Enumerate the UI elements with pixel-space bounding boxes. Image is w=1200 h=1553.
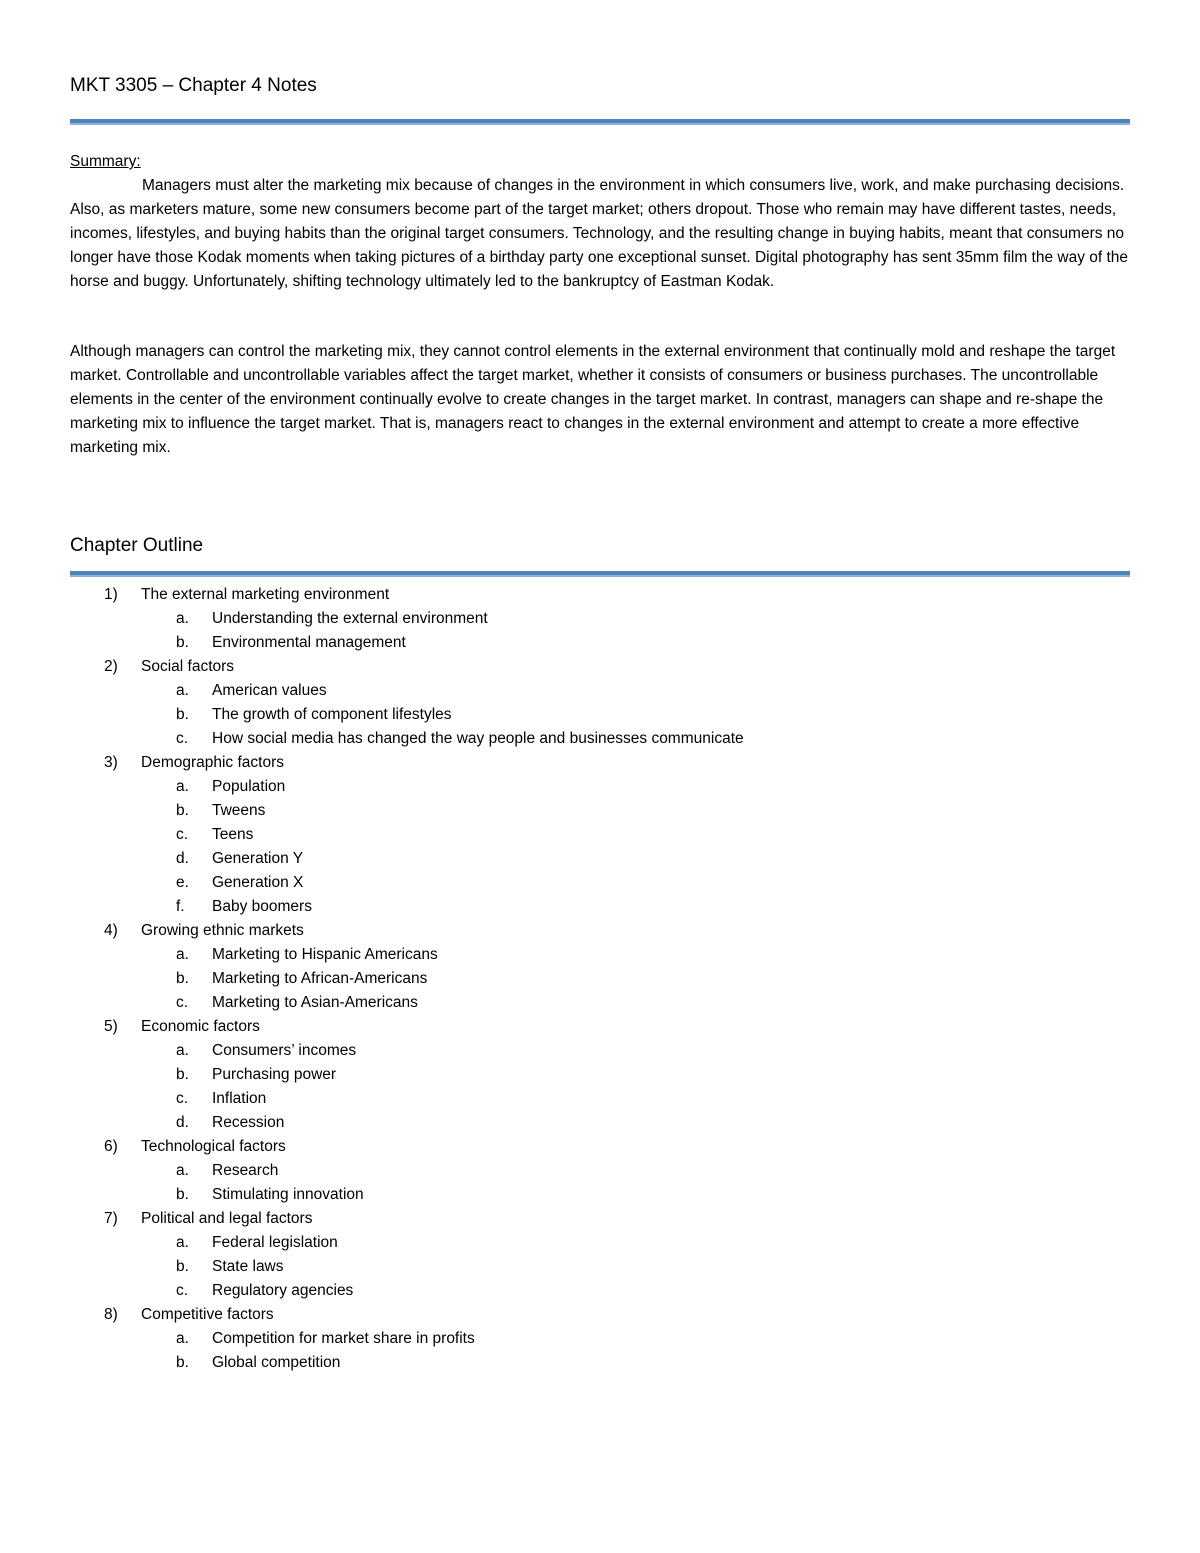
- outline-subitem-text: Generation Y: [212, 850, 304, 867]
- outline-item-number: 4): [104, 922, 118, 939]
- outline-subitem-text: Environmental management: [212, 634, 406, 651]
- outline-subitem: [0, 607, 1200, 631]
- outline-subitem-text: Marketing to African-Americans: [212, 970, 428, 987]
- chapter-outline: [0, 583, 1200, 1375]
- outline-item-number: 2): [104, 658, 118, 675]
- outline-subitem-letter: b.: [176, 1066, 189, 1083]
- outline-subitem-text: Consumers’ incomes: [212, 1042, 357, 1059]
- outline-subitem: [0, 1063, 1200, 1087]
- outline-item-text: Competitive factors: [141, 1306, 274, 1323]
- outline-subitem: [0, 943, 1200, 967]
- outline-subitem: [0, 1039, 1200, 1063]
- outline-subitem: [0, 1183, 1200, 1207]
- outline-subitem: [0, 991, 1200, 1015]
- summary-label: Summary:: [70, 153, 141, 170]
- outline-subitem-letter: e.: [176, 874, 189, 891]
- outline-subitem: [0, 1159, 1200, 1183]
- outline-subitem-letter: d.: [176, 850, 189, 867]
- outline-item-number: 7): [104, 1210, 118, 1227]
- outline-item-text: Social factors: [141, 658, 235, 675]
- outline-subitem-letter: a.: [176, 1330, 189, 1347]
- outline-subitem: [0, 1351, 1200, 1375]
- outline-subitem-text: Baby boomers: [212, 898, 312, 915]
- outline-subitem: [0, 1279, 1200, 1303]
- outline-item-number: 5): [104, 1018, 118, 1035]
- outline-subitem-letter: b.: [176, 802, 189, 819]
- outline-subitem-text: Research: [212, 1162, 279, 1179]
- outline-subitem-text: Marketing to Asian-Americans: [212, 994, 418, 1011]
- outline-subitem-letter: a.: [176, 610, 189, 627]
- outline-item-number: 8): [104, 1306, 118, 1323]
- outline-subitem-text: Global competition: [212, 1354, 341, 1371]
- outline-subitem: [0, 967, 1200, 991]
- outline-subitem: [0, 775, 1200, 799]
- outline-subitem-letter: b.: [176, 1258, 189, 1275]
- outline-item: [0, 583, 1200, 607]
- outline-subitem-text: Regulatory agencies: [212, 1282, 354, 1299]
- outline-subitem: [0, 703, 1200, 727]
- page-title: MKT 3305 – Chapter 4 Notes: [70, 75, 317, 96]
- outline-subitem-text: American values: [212, 682, 327, 699]
- outline-subitem: [0, 727, 1200, 751]
- outline-subitem-text: Federal legislation: [212, 1234, 338, 1251]
- outline-subitem-text: The growth of component lifestyles: [212, 706, 452, 723]
- outline-subitem: [0, 871, 1200, 895]
- outline-subitem: [0, 847, 1200, 871]
- outline-item: [0, 919, 1200, 943]
- outline-subitem-text: Understanding the external environment: [212, 610, 488, 627]
- outline-subitem-letter: d.: [176, 1114, 189, 1131]
- outline-item-text: The external marketing environment: [141, 586, 390, 603]
- outline-subitem: [0, 895, 1200, 919]
- outline-subitem-text: Stimulating innovation: [212, 1186, 364, 1203]
- outline-subitem-letter: b.: [176, 1186, 189, 1203]
- outline-subitem-text: Generation X: [212, 874, 304, 891]
- outline-subitem: [0, 1327, 1200, 1351]
- outline-item-text: Economic factors: [141, 1018, 260, 1035]
- outline-subitem-letter: a.: [176, 682, 189, 699]
- outline-subitem-letter: a.: [176, 946, 189, 963]
- outline-subitem-text: Inflation: [212, 1090, 267, 1107]
- outline-subitem-letter: b.: [176, 1354, 189, 1371]
- outline-subitem-letter: b.: [176, 706, 189, 723]
- outline-subitem-letter: c.: [176, 1282, 189, 1299]
- outline-subitem-text: Purchasing power: [212, 1066, 337, 1083]
- outline-subitem-text: Population: [212, 778, 286, 795]
- outline-item: [0, 1303, 1200, 1327]
- outline-divider: [70, 571, 1130, 577]
- outline-subitem-letter: c.: [176, 826, 189, 843]
- outline-subitem-text: Teens: [212, 826, 254, 843]
- outline-item: [0, 1015, 1200, 1039]
- outline-item-text: Growing ethnic markets: [141, 922, 304, 939]
- outline-item: [0, 1207, 1200, 1231]
- outline-subitem-letter: b.: [176, 634, 189, 651]
- outline-subitem-letter: a.: [176, 1042, 189, 1059]
- outline-subitem-letter: c.: [176, 730, 189, 747]
- outline-heading: Chapter Outline: [70, 535, 204, 556]
- outline-subitem: [0, 1255, 1200, 1279]
- outline-subitem: [0, 1111, 1200, 1135]
- outline-subitem-letter: a.: [176, 1162, 189, 1179]
- outline-subitem-letter: c.: [176, 1090, 189, 1107]
- outline-subitem-text: Tweens: [212, 802, 266, 819]
- outline-item-text: Demographic factors: [141, 754, 285, 771]
- outline-subitem-letter: a.: [176, 778, 189, 795]
- outline-subitem-text: How social media has changed the way people and businesses communicate: [212, 730, 744, 747]
- outline-subitem: [0, 799, 1200, 823]
- summary-paragraph-1: Managers must alter the marketing mix because of changes in the environment in which consumers live, work, and make purchasing decisions. Also, as marketers mature, some new consumers become part of the target market; others dropout. Those who remain may have different tastes, needs, incomes, lifestyles, and buying habits than the original target consumers. Technology, and the resulting change in buying habits, meant that consumers no longer have those Kodak moments when taking pictures of a birthday party one exceptional sunset. Digital photography has sent 35mm film the way of the horse and buggy. Unfortunately, shifting technology ultimately led to the bankruptcy of Eastman Kodak.: [70, 177, 1129, 290]
- outline-subitem-text: State laws: [212, 1258, 284, 1275]
- outline-item-number: 6): [104, 1138, 118, 1155]
- outline-item: [0, 751, 1200, 775]
- outline-subitem-text: Marketing to Hispanic Americans: [212, 946, 438, 963]
- outline-item-text: Political and legal factors: [141, 1210, 313, 1227]
- title-divider: [70, 119, 1130, 125]
- outline-subitem-text: Competition for market share in profits: [212, 1330, 475, 1347]
- summary-paragraph-2: Although managers can control the marketing mix, they cannot control elements in the external environment that continually mold and reshape the target market. Controllable and uncontrollable variables affect the target market, whether it consists of consumers or business purchases. The uncontrollable elements in the center of the environment continually evolve to create changes in the target market. In contrast, managers can shape and re-shape the marketing mix to influence the target market. That is, managers react to changes in the external environment and attempt to create a more effective marketing mix.: [70, 343, 1116, 456]
- outline-item: [0, 1135, 1200, 1159]
- outline-item-text: Technological factors: [141, 1138, 286, 1155]
- outline-item-number: 3): [104, 754, 118, 771]
- outline-subitem: [0, 631, 1200, 655]
- outline-subitem-letter: a.: [176, 1234, 189, 1251]
- outline-subitem-text: Recession: [212, 1114, 285, 1131]
- outline-subitem: [0, 1087, 1200, 1111]
- outline-subitem-letter: b.: [176, 970, 189, 987]
- outline-subitem-letter: f.: [176, 898, 185, 915]
- outline-item: [0, 655, 1200, 679]
- outline-subitem: [0, 679, 1200, 703]
- outline-subitem: [0, 1231, 1200, 1255]
- outline-subitem: [0, 823, 1200, 847]
- outline-subitem-letter: c.: [176, 994, 189, 1011]
- outline-item-number: 1): [104, 586, 118, 603]
